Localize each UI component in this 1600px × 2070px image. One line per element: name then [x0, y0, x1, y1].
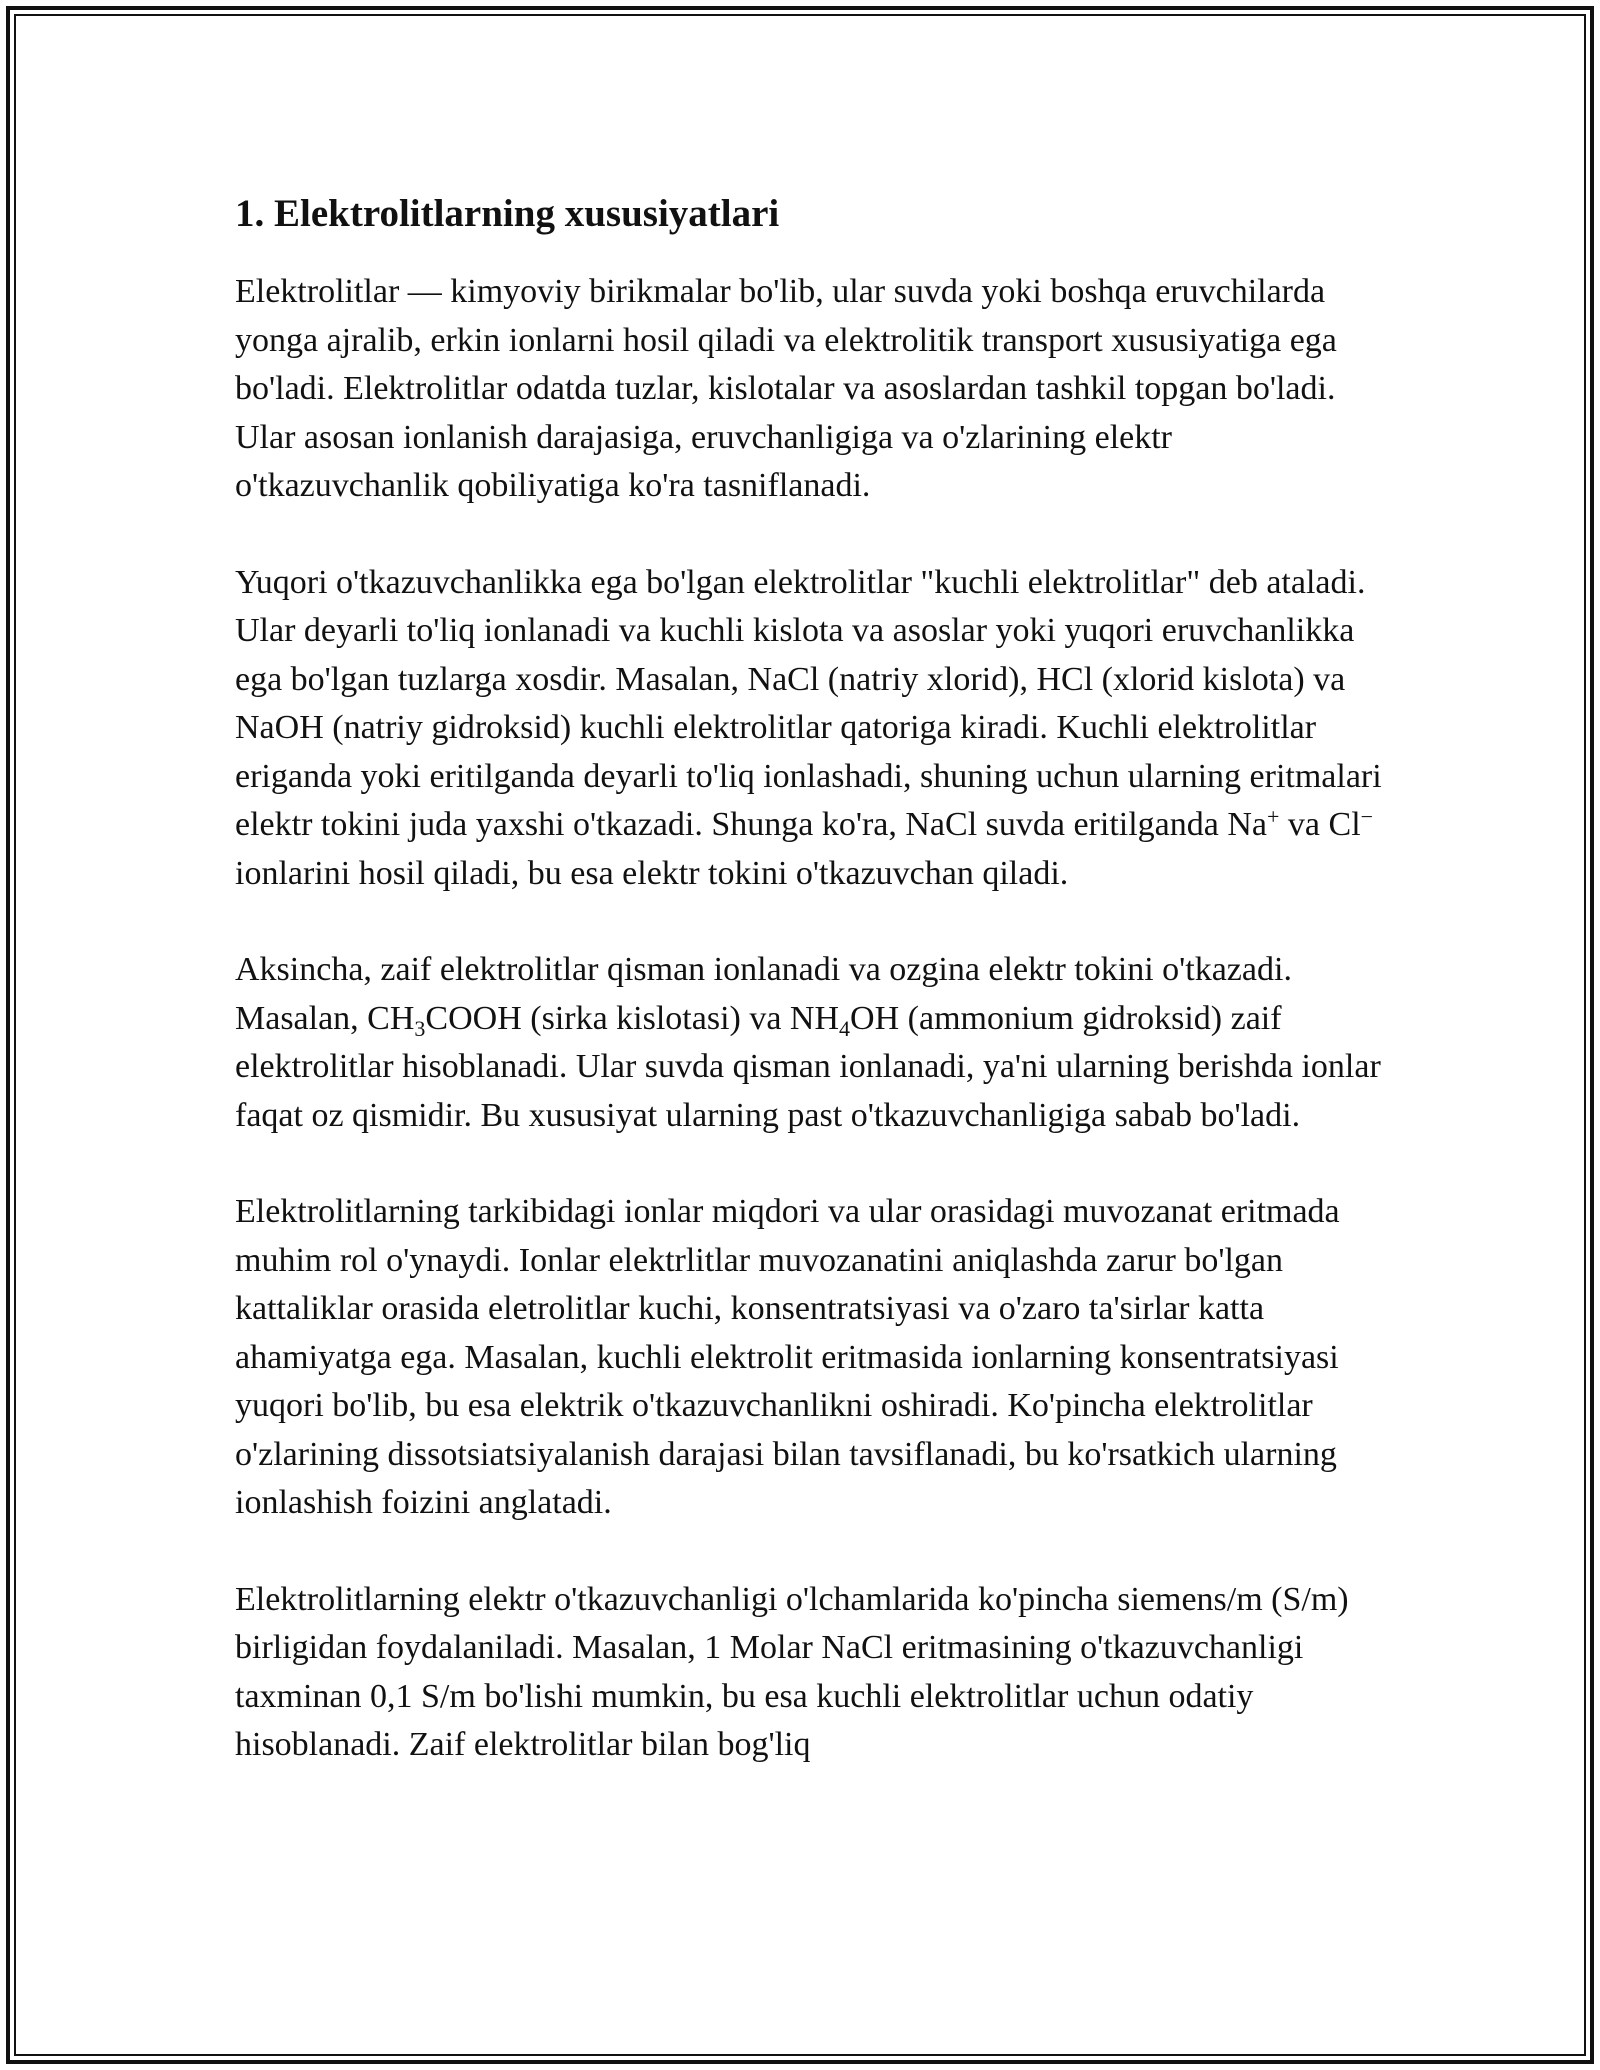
paragraph-5: Elektrolitlarning elektr o'tkazuvchanligi o'lchamlarida ko'pincha siemens/m (S/m) birligidan foydalaniladi. Masalan, 1 Molar NaCl eritmasining o'tkazuvchanligi taxminan 0,1 S/m bo'lishi mumkin, bu esa kuchli elektrolitlar uchun odatiy hisoblanadi. Zaif elektrolitlar bilan bog'liq	[235, 1580, 1349, 1763]
paragraph-2-text-b: va Cl	[1279, 806, 1361, 843]
paragraph-4: Elektrolitlarning tarkibidagi ionlar miqdori va ular orasidagi muvozanat eritmada muhim rol o'ynaydi. Ionlar elektrlitlar muvozanatini aniqlashda zarur bo'lgan kattaliklar orasida eletrolitlar kuchi, konsentratsiyasi va o'zaro ta'sirlar katta ahamiyatga ega. Masalan, kuchli elektrolit eritmasida ionlarning konsentratsiyasi yuqori bo'lib, bu esa elektrik o'tkazuvchanlikni oshiradi. Ko'pincha elektrolitlar o'zlarining dissotsiatsiyalanish darajasi bilan tavsiflanadi, bu ko'rsatkich ularning ionlashish foizini anglatadi.	[235, 1193, 1340, 1521]
document-body	[235, 186, 1385, 1818]
paragraph-2	[235, 559, 1385, 899]
methyl-subscript: 3	[414, 1015, 426, 1041]
ammonium-subscript: 4	[839, 1015, 851, 1041]
paragraph-3-text-a: Aksincha, zaif elektrolitlar qisman ionlanadi va ozgina elektr tokini o'tkazadi. Masalan, CH	[235, 951, 1292, 1037]
paragraph-2-text-c: ionlarini hosil qiladi, bu esa elektr tokini o'tkazuvchan qiladi.	[235, 854, 1069, 892]
section-heading: 1. Elektrolitlarning xususiyatlari	[235, 192, 780, 235]
paragraph-3	[235, 946, 1385, 1140]
paragraph-3-text-c: OH (ammonium gidroksid) zaif elektrolitlar hisoblanadi. Ular suvda qisman ionlanadi, ya'ni ularning berishda ionlar faqat oz qismidir. Bu xususiyat ularning past o'tkazuvchanligiga sabab bo'ladi.	[235, 999, 1381, 1134]
paragraph-1: Elektrolitlar — kimyoviy birikmalar bo'lib, ular suvda yoki boshqa eruvchilarda yonga ajralib, erkin ionlarni hosil qiladi va elektrolitik transport xususiyatiga ega bo'ladi. Elektrolitlar odatda tuzlar, kislotalar va asoslardan tashkil topgan bo'ladi. Ular asosan ionlanish darajasiga, eruvchanligiga va o'zlarining elektr o'tkazuvchanlik qobiliyatiga ko'ra tasniflanadi.	[235, 273, 1337, 504]
paragraph-3-text-b: COOH (sirka kislotasi) va NH	[425, 999, 840, 1037]
chloride-ion-charge: −	[1360, 804, 1374, 829]
sodium-ion-charge: +	[1267, 804, 1280, 829]
paragraph-2-text-a: Yuqori o'tkazuvchanlikka ega bo'lgan elektrolitlar "kuchli elektrolitlar" deb ataladi. Ular deyarli to'liq ionlanadi va kuchli kislota va asoslar yoki yuqori eruvchanlikka ega bo'lgan tuzlarga xosdir. Masalan, NaCl (natriy xlorid), HCl (xlorid kislota) va NaOH (natriy gidroksid) kuchli elektrolitlar qatoriga kiradi. Kuchli elektrolitlar eriganda yoki eritilganda deyarli to'liq ionlashadi, shuning uchun ularning eritmalari elektr tokini juda yaxshi o'tkazadi. Shunga ko'ra, NaCl suvda eritilganda Na	[235, 563, 1382, 843]
